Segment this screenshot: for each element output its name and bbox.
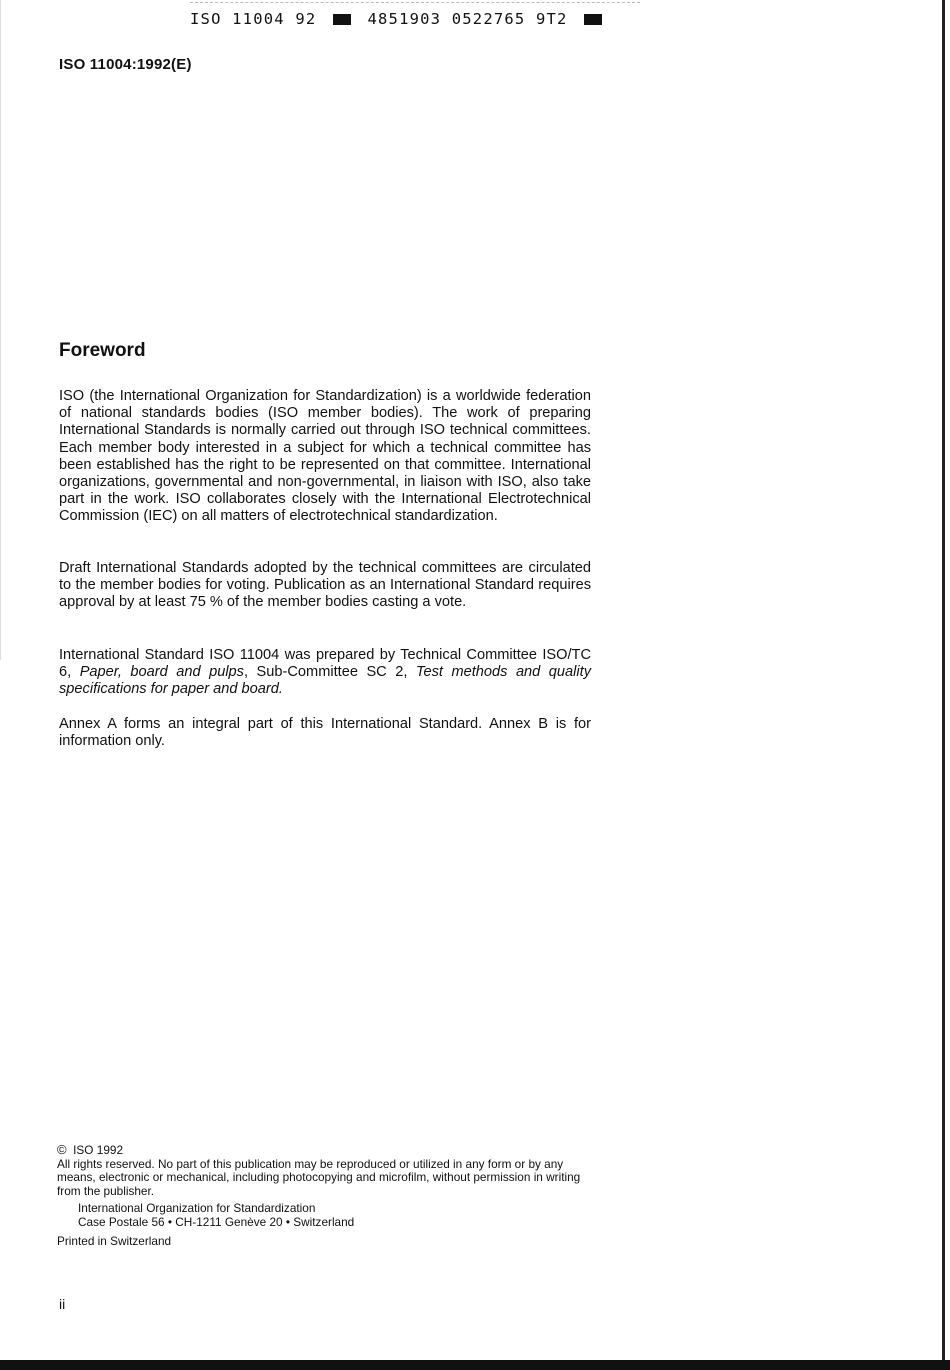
printed-in: Printed in Switzerland [57,1233,172,1248]
copyright-line [57,1143,597,1158]
text-run: , Sub-Committee SC 2, [243,664,416,681]
copyright-block [57,1143,597,1248]
publisher-address: Case Postale 56 • CH-1211 Genève 20 • Switzerland [78,1214,355,1229]
scan-bottom-border [0,1360,950,1370]
catalog-barcode-line [190,10,640,28]
scan-margin-mark [0,0,1,660]
document-id: ISO 11004:1992(E) [59,56,192,73]
paragraph-text: Draft International Standards adopted by the technical committees are circulated to the member bodies for voting. Publication as an International Standard requires approval by at least 75 % of the member bodies casting a vote. [59,560,591,611]
foreword-paragraph-4 [59,716,591,763]
subcommittee-title: Test methods and quality specifications for paper and board. [59,664,591,698]
section-title: Foreword [59,340,146,361]
text-run: International Standard ISO 11004 was prepared by Technical Committee ISO/TC 6, [59,647,591,681]
copyright-year: ISO 1992 [73,1143,123,1157]
committee-title: Paper, board and pulps [79,664,244,681]
scan-artifact-line [190,2,640,4]
paragraph-text: ISO (the International Organization for Standardization) is a worldwide federation of national standards bodies (ISO member bodies). The work of preparing International Standards is normally carried out through ISO technical committees. Each member body interested in a subject for which a technical committee has been established has the right to be represented on that committee. International organizations, governmental and non-governmental, in liaison with ISO, also take part in the work. ISO collaborates closely with the International Electrotechnical Commission (IEC) on all matters of electrotechnical standardization. [59,388,591,525]
barcode-block-icon [333,14,351,25]
foreword-paragraph-3 [59,647,591,712]
barcode-block-icon [584,14,602,25]
copyright-icon: © [57,1142,67,1157]
barcode-text-1: ISO 11004 92 [190,10,317,28]
paragraph-text: Annex A forms an integral part of this International Standard. Annex B is for information only. [59,716,591,750]
paragraph-text [59,647,591,699]
foreword-paragraph-2 [59,560,591,625]
foreword-paragraph-1 [59,388,591,539]
page-number: ii [59,1296,66,1312]
barcode-text-2: 4851903 0522765 9T2 [367,10,568,28]
scan-edge-border [942,0,945,1370]
rights-statement: All rights reserved. No part of this publication may be reproduced or utilized in any form or by any means, electronic or mechanical, including photocopying and microfilm, without permission in writing from the publisher. [57,1156,581,1198]
publisher-name: International Organization for Standardization [78,1201,316,1216]
